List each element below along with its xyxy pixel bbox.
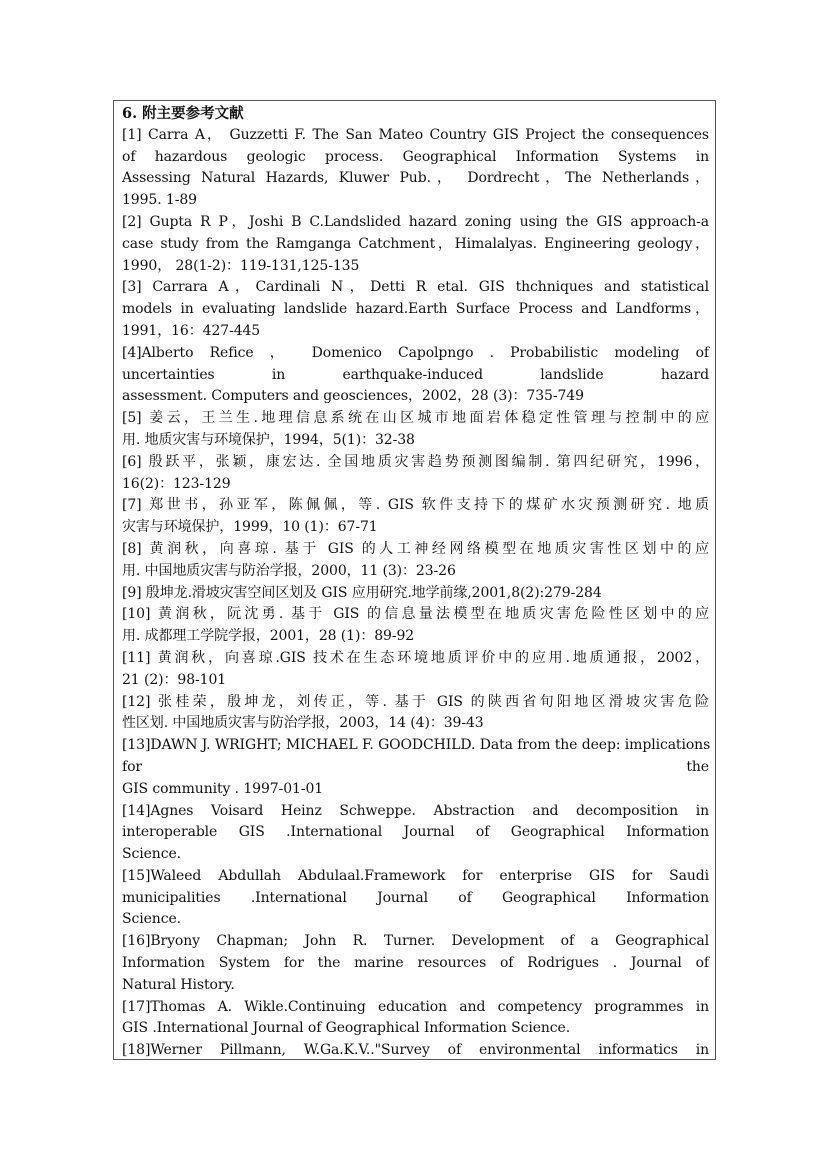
- reference-line: [10] 黄润秋，阮沈勇. 基于 GIS 的信息量法模型在地质灾害危险性区划中的应: [122, 606, 709, 623]
- reference-line: [3] Carrara A，Cardinali N，Detti R etal. GIS thchniques and statistical: [122, 279, 709, 296]
- reference-item: [122, 801, 709, 866]
- reference-line: [14]Agnes Voisard Heinz Schweppe. Abstraction and decomposition in: [122, 802, 709, 819]
- reference-line: Assessing Natural Hazards, Kluwer Pub.， Dordrecht，The Netherlands，: [122, 170, 710, 187]
- reference-line: 16(2)：123-129: [122, 475, 231, 492]
- reference-line: interoperable GIS .International Journal of Geographical Information: [122, 824, 709, 841]
- reference-item: [122, 735, 709, 800]
- reference-item: [122, 125, 709, 212]
- reference-line: 用. 中国地质灾害与防治学报，2000，11 (3)：23-26: [122, 562, 456, 579]
- reference-line: [12] 张桂荣，殷坤龙，刘传正，等. 基于 GIS 的陕西省旬阳地区滑坡灾害危险: [122, 693, 709, 710]
- reference-line: [16]Bryony Chapman; John R. Turner. Development of a Geographical: [122, 933, 709, 950]
- reference-item: [122, 495, 709, 539]
- reference-line: municipalities .International Journal of Geographical Information: [122, 889, 709, 906]
- reference-item: [122, 212, 709, 277]
- reference-item: [122, 692, 709, 736]
- reference-item: [122, 277, 709, 342]
- reference-line: [7] 郑世书，孙亚军，陈佩佩，等. GIS 软件支持下的煤矿水灾预测研究. 地质: [122, 497, 709, 514]
- reference-line: of hazardous geologic process. Geographical Information Systems in: [122, 148, 709, 165]
- reference-line: GIS .International Journal of Geographical Information Science.: [122, 1020, 571, 1037]
- reference-line: [1] Carra A， Guzzetti F. The San Mateo Country GIS Project the consequences: [122, 126, 709, 143]
- reference-item: [122, 583, 709, 605]
- reference-line: [6] 殷跃平，张颖，康宏达. 全国地质灾害趋势预测图编制. 第四纪研究，1996，: [122, 453, 709, 470]
- reference-item: [122, 931, 709, 996]
- reference-line: models in evaluating landslide hazard.Earth Surface Process and Landforms，: [122, 301, 709, 318]
- reference-line: Natural History.: [122, 976, 235, 993]
- reference-line: GIS community . 1997-01-01: [122, 780, 324, 797]
- reference-line: [15]Waleed Abdullah Abdulaal.Framework for enterprise GIS for Saudi: [122, 867, 709, 884]
- reference-line: uncertainties in earthquake-induced landslide hazard: [122, 366, 709, 383]
- reference-line: Information System for the marine resources of Rodrigues . Journal of: [122, 955, 709, 972]
- reference-item: [122, 648, 709, 692]
- reference-line: assessment. Computers and geosciences，2002，28 (3)：735-749: [122, 388, 584, 405]
- reference-line: 21 (2)：98-101: [122, 671, 227, 688]
- reference-line: Science.: [122, 911, 181, 928]
- reference-item: [122, 1040, 709, 1062]
- reference-line: [18]Werner Pillmann, W.Ga.K.V.."Survey of environmental informatics in: [122, 1042, 709, 1059]
- reference-line: 用. 地质灾害与环境保护，1994，5(1)：32-38: [122, 431, 415, 448]
- reference-item: [122, 604, 709, 648]
- reference-line: [8] 黄润秋，向喜琼. 基于 GIS 的人工神经网络模型在地质灾害性区划中的应: [122, 540, 709, 557]
- reference-line: 1995. 1-89: [122, 192, 197, 209]
- reference-line: Science.: [122, 846, 181, 863]
- reference-line: [9] 殷坤龙.滑坡灾害空间区划及 GIS 应用研究.地学前缘,2001,8(2):279-284: [122, 584, 602, 601]
- reference-item: [122, 408, 709, 452]
- reference-item: [122, 997, 709, 1041]
- reference-item: [122, 343, 709, 408]
- reference-line: [11] 黄润秋，向喜琼.GIS 技术在生态环境地质评价中的应用.地质通报，2002，: [122, 649, 709, 666]
- reference-line: [17]Thomas A. Wikle.Continuing education and competency programmes in: [122, 998, 709, 1015]
- reference-item: [122, 539, 709, 583]
- reference-line: 1990， 28(1-2)：119-131,125-135: [122, 257, 360, 274]
- reference-line: 灾害与环境保护，1999，10 (1)：67-71: [122, 519, 378, 536]
- reference-line: 1991，16：427-445: [122, 322, 261, 339]
- reference-line: [5] 姜云，王兰生.地理信息系统在山区城市地面岩体稳定性管理与控制中的应: [122, 410, 709, 427]
- reference-line: [4]Alberto Refice ， Domenico Capolpngo . Probabilistic modeling of: [122, 344, 709, 361]
- reference-list: [122, 125, 709, 1062]
- reference-line: [2] Gupta R P，Joshi B C.Landslided hazard zoning using the GIS approach-a: [122, 213, 709, 230]
- reference-line: for the: [122, 758, 709, 775]
- reference-line: 用. 成都理工学院学报，2001，28 (1)：89-92: [122, 628, 415, 645]
- reference-line: [13]DAWN J. WRIGHT; MICHAEL F. GOODCHILD. Data from the deep: implications: [122, 737, 711, 754]
- references-box: [113, 100, 716, 1060]
- reference-item: [122, 452, 709, 496]
- section-title: 6. 附主要参考文献: [122, 105, 244, 122]
- reference-item: [122, 866, 709, 931]
- reference-line: 性区划. 中国地质灾害与防治学报，2003，14 (4)：39-43: [122, 715, 484, 732]
- reference-line: case study from the Ramganga Catchment，Himalalyas. Engineering geology，: [122, 235, 709, 252]
